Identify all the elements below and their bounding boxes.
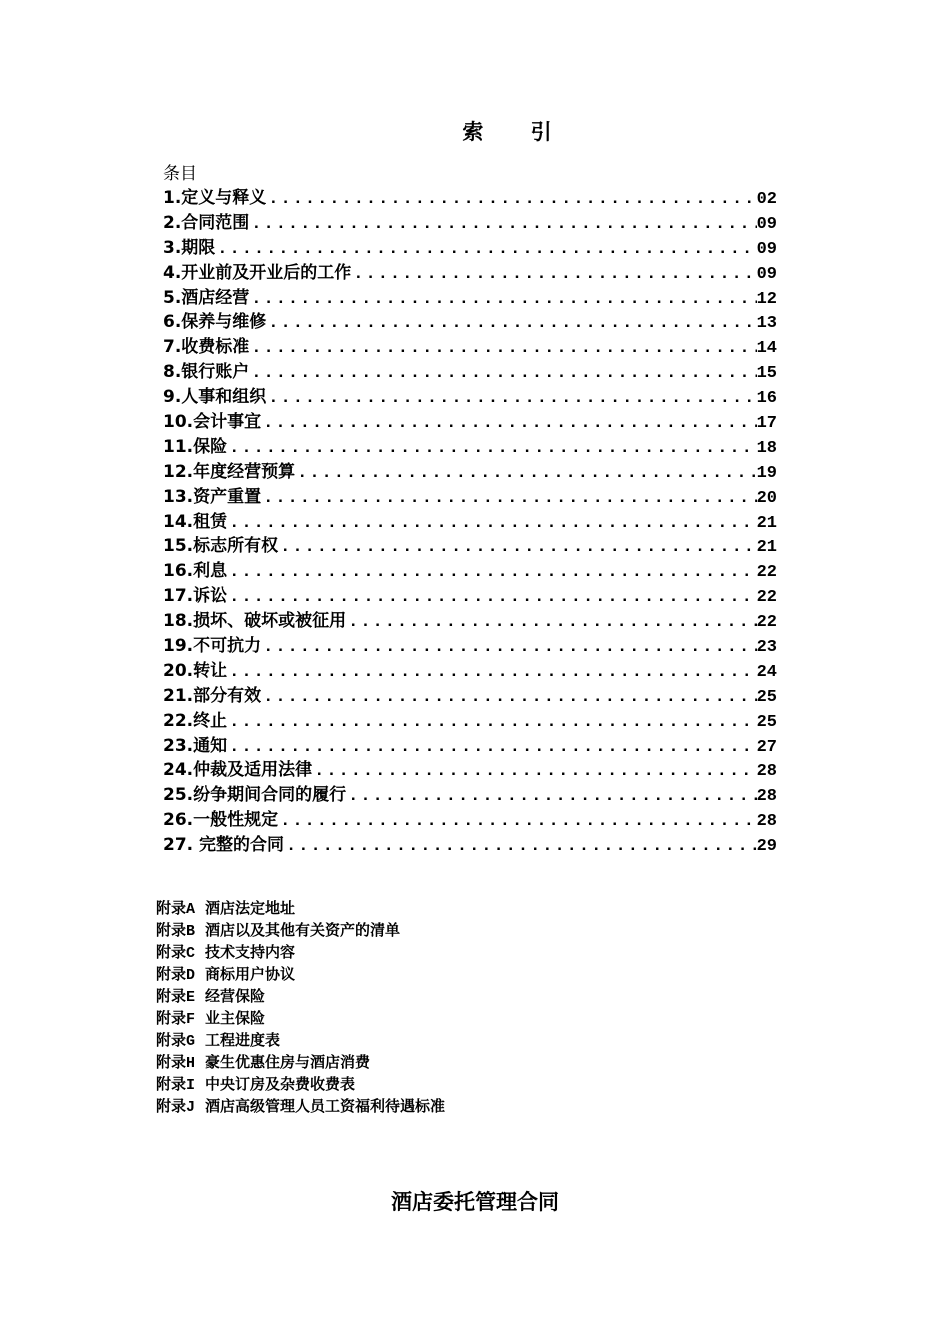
toc-entry-page: 28 <box>756 762 777 782</box>
appendix-entry <box>156 985 656 1007</box>
toc-entry[interactable] <box>160 360 777 385</box>
toc-entry[interactable] <box>160 833 777 858</box>
toc-leader-dots <box>229 661 756 684</box>
toc-entry[interactable] <box>160 236 777 261</box>
toc-entry-label: 21.部分有效 <box>163 685 262 706</box>
appendix-title: 业主保险 <box>205 1009 266 1027</box>
appendix-entry <box>156 897 656 919</box>
appendix-code: 附录D <box>156 967 196 984</box>
toc-entry-page: 12 <box>756 289 777 309</box>
index-title: 索 引 <box>462 120 572 144</box>
toc-leader-dots <box>280 810 756 833</box>
toc-leader-dots <box>229 512 756 535</box>
toc-leader-dots <box>229 711 756 734</box>
appendix-list <box>156 897 656 1117</box>
toc-leader-dots <box>268 387 756 410</box>
toc-entry-label: 12.年度经营预算 <box>163 461 296 482</box>
appendix-code: 附录G <box>156 1033 196 1050</box>
toc-leader-dots <box>229 736 756 759</box>
toc-entry-page: 29 <box>756 837 777 857</box>
appendix-code: 附录I <box>156 1077 196 1094</box>
toc-entry-label: 9.人事和组织 <box>163 387 267 408</box>
toc-entry-label: 10.会计事宜 <box>163 412 262 433</box>
appendix-entry <box>156 1051 656 1073</box>
toc-list <box>160 186 777 858</box>
toc-entry-page: 21 <box>756 513 777 533</box>
toc-leader-dots <box>353 263 756 286</box>
appendix-title: 酒店法定地址 <box>205 899 296 917</box>
toc-entry-page: 21 <box>756 538 777 558</box>
toc-heading: 条目 <box>163 164 197 184</box>
toc-entry-page: 28 <box>756 787 777 807</box>
appendix-title: 中央订房及杂费收费表 <box>205 1075 356 1093</box>
toc-leader-dots <box>314 760 756 783</box>
toc-entry[interactable] <box>160 783 777 808</box>
toc-entry-page: 19 <box>756 463 777 483</box>
toc-entry-label: 18.损坏、破坏或被征用 <box>163 611 347 632</box>
toc-entry-label: 19.不可抗力 <box>163 636 262 657</box>
toc-entry-page: 22 <box>756 588 777 608</box>
toc-entry-label: 15.标志所有权 <box>163 536 279 557</box>
toc-entry[interactable] <box>160 510 777 535</box>
toc-leader-dots <box>348 785 756 808</box>
toc-entry-label: 13.资产重置 <box>163 486 262 507</box>
toc-entry-label: 1.定义与释义 <box>163 188 267 208</box>
appendix-entry <box>156 963 656 985</box>
appendix-entry <box>156 919 656 941</box>
toc-leader-dots <box>229 586 756 609</box>
toc-entry[interactable] <box>160 435 777 460</box>
appendix-entry <box>156 1095 656 1117</box>
toc-leader-dots <box>251 362 756 385</box>
toc-entry-label: 4.开业前及开业后的工作 <box>163 262 352 283</box>
toc-leader-dots <box>263 487 756 510</box>
appendix-code: 附录B <box>156 923 196 940</box>
toc-entry-label: 24.仲裁及适用法律 <box>163 760 313 781</box>
toc-entry-page: 09 <box>756 264 777 284</box>
toc-entry[interactable] <box>160 385 777 410</box>
toc-entry[interactable] <box>160 460 777 485</box>
appendix-code: 附录J <box>156 1099 196 1116</box>
appendix-title: 经营保险 <box>205 987 266 1005</box>
toc-entry[interactable] <box>160 211 777 236</box>
toc-entry[interactable] <box>160 659 777 684</box>
toc-entry-page: 22 <box>756 613 777 633</box>
toc-entry-page: 16 <box>756 389 777 409</box>
appendix-entry <box>156 1007 656 1029</box>
appendix-title: 商标用户协议 <box>205 965 296 983</box>
toc-entry[interactable] <box>160 261 777 286</box>
toc-leader-dots <box>268 312 756 335</box>
appendix-code: 附录C <box>156 945 196 962</box>
toc-entry-label: 6.保养与维修 <box>163 312 267 333</box>
toc-leader-dots <box>217 238 756 261</box>
toc-entry-page: 28 <box>756 812 777 832</box>
toc-entry-label: 23.通知 <box>163 735 228 756</box>
toc-entry[interactable] <box>160 808 777 833</box>
appendix-entry <box>156 1073 656 1095</box>
appendix-code: 附录H <box>156 1055 196 1072</box>
appendix-title: 豪生优惠住房与酒店消费 <box>205 1053 371 1071</box>
toc-entry[interactable] <box>160 609 777 634</box>
toc-entry-label: 5.酒店经营 <box>163 287 250 308</box>
toc-entry[interactable] <box>160 286 777 311</box>
toc-entry-label: 22.终止 <box>163 710 228 731</box>
toc-entry-page: 24 <box>756 662 777 682</box>
toc-leader-dots <box>251 213 756 236</box>
toc-entry-page: 17 <box>756 414 777 434</box>
toc-entry-page: 23 <box>756 638 777 658</box>
toc-entry-page: 25 <box>756 687 777 707</box>
appendix-code: 附录A <box>156 901 196 918</box>
toc-entry-page: 15 <box>756 364 777 384</box>
toc-entry-page: 09 <box>756 239 777 259</box>
toc-entry[interactable] <box>160 410 777 435</box>
toc-entry-label: 20.转让 <box>163 660 228 681</box>
toc-entry-label: 26.一般性规定 <box>163 810 279 831</box>
toc-leader-dots <box>268 188 756 211</box>
toc-entry-page: 27 <box>756 737 777 757</box>
toc-entry[interactable] <box>160 634 777 659</box>
toc-leader-dots <box>286 835 757 858</box>
appendix-title: 工程进度表 <box>205 1031 281 1049</box>
toc-entry[interactable] <box>160 485 777 510</box>
toc-entry[interactable] <box>160 310 777 335</box>
toc-entry[interactable] <box>160 186 777 211</box>
toc-entry[interactable] <box>160 534 777 559</box>
appendix-code: 附录E <box>156 989 196 1006</box>
toc-entry-label: 27. 完整的合同 <box>163 835 285 856</box>
toc-entry-label: 8.银行账户 <box>163 362 250 383</box>
toc-entry-page: 14 <box>756 339 777 359</box>
toc-entry-page: 22 <box>756 563 777 583</box>
toc-entry-label: 25.纷争期间合同的履行 <box>163 785 347 806</box>
toc-entry-label: 17.诉讼 <box>163 586 228 607</box>
toc-entry-label: 11.保险 <box>163 436 228 457</box>
toc-entry-label: 16.利息 <box>163 561 228 582</box>
toc-leader-dots <box>297 462 756 485</box>
appendix-entry <box>156 1029 656 1051</box>
toc-entry-page: 20 <box>756 488 777 508</box>
toc-leader-dots <box>280 536 756 559</box>
toc-entry-page: 09 <box>756 214 777 234</box>
toc-entry[interactable] <box>160 584 777 609</box>
appendix-title: 酒店高级管理人员工资福利待遇标准 <box>205 1097 446 1115</box>
toc-entry-label: 3.期限 <box>163 237 216 258</box>
toc-leader-dots <box>263 636 756 659</box>
toc-entry[interactable] <box>160 709 777 734</box>
toc-entry-label: 2.合同范围 <box>163 212 250 233</box>
toc-entry-page: 25 <box>756 712 777 732</box>
appendix-entry <box>156 941 656 963</box>
toc-entry[interactable] <box>160 758 777 783</box>
toc-entry[interactable] <box>160 734 777 759</box>
toc-entry-page: 13 <box>756 314 777 334</box>
toc-entry-label: 7.收费标准 <box>163 337 250 358</box>
table-of-contents <box>160 162 777 858</box>
toc-leader-dots <box>348 611 756 634</box>
toc-leader-dots <box>263 412 756 435</box>
toc-leader-dots <box>263 686 756 709</box>
document-title: 酒店委托管理合同 <box>391 1190 559 1214</box>
toc-entry[interactable] <box>160 335 777 360</box>
toc-entry-page: 18 <box>756 438 777 458</box>
appendix-code: 附录F <box>156 1011 196 1028</box>
appendix-title: 技术支持内容 <box>205 943 296 961</box>
toc-entry-label: 14.租赁 <box>163 511 228 532</box>
toc-leader-dots <box>229 437 756 460</box>
toc-leader-dots <box>229 561 756 584</box>
toc-entry-page: 02 <box>756 190 777 209</box>
toc-leader-dots <box>251 337 756 360</box>
appendix-title: 酒店以及其他有关资产的清单 <box>205 921 401 939</box>
toc-entry[interactable] <box>160 559 777 584</box>
toc-entry[interactable] <box>160 684 777 709</box>
toc-leader-dots <box>251 288 756 311</box>
